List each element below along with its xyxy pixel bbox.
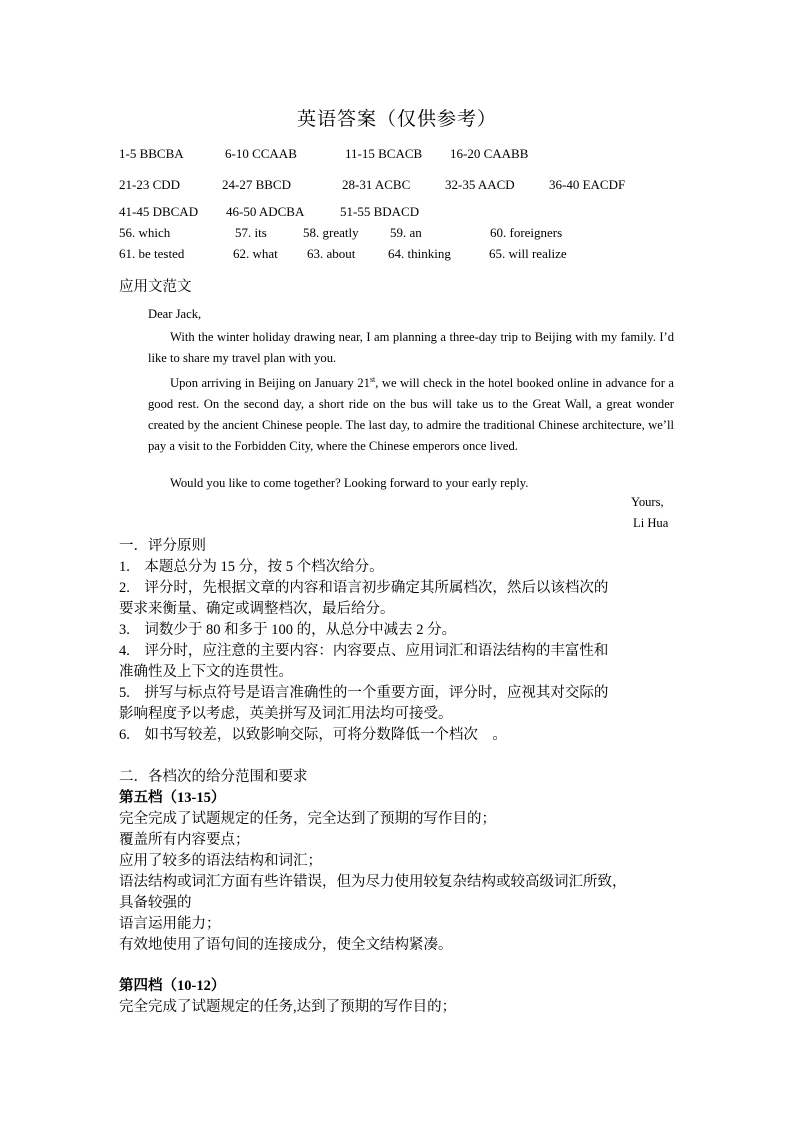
principles-heading: 一．评分原则 — [119, 538, 206, 554]
level-5-line: 具备较强的 — [119, 895, 192, 911]
principle-line: 1. 本题总分为 15 分，按 5 个档次给分。 — [119, 559, 384, 575]
answer-64: 64. thinking — [388, 246, 451, 261]
principle-line: 5. 拼写与标点符号是语言准确性的一个重要方面，评分时，应视其对交际的 — [119, 685, 609, 701]
level-4-line: 完全完成了试题规定的任务,达到了预期的写作目的； — [119, 999, 457, 1015]
answer-62: 62. what — [233, 246, 278, 261]
page-title: 英语答案（仅供参考） — [296, 109, 497, 130]
letter-closing: Yours, — [631, 495, 664, 509]
principle-line: 要求来衡量、确定或调整档次，最后给分。 — [119, 601, 395, 617]
answer-6-10: 6-10 CCAAB — [225, 146, 297, 161]
level-5-line: 完全完成了试题规定的任务，完全达到了预期的写作目的； — [119, 811, 496, 827]
level-5-line: 语言运用能力； — [119, 916, 221, 932]
answer-63: 63. about — [307, 246, 356, 261]
answer-32-35: 32-35 AACD — [445, 177, 515, 192]
letter-paragraph-1: With the winter holiday drawing near, I am planning a three-day trip to Beijing with my family. I’d like to share my travel plan with you. — [148, 330, 674, 365]
level-4-title: 第四档（10-12） — [119, 978, 226, 994]
answer-24-27: 24-27 BBCD — [222, 177, 291, 192]
answer-56: 56. which — [119, 225, 171, 240]
answer-46-50: 46-50 ADCBA — [226, 204, 305, 219]
answer-36-40: 36-40 EACDF — [549, 177, 626, 192]
levels-heading: 二．各档次的给分范围和要求 — [119, 769, 308, 785]
answer-21-23: 21-23 CDD — [119, 177, 181, 192]
answer-51-55: 51-55 BDACD — [340, 204, 420, 219]
principle-line: 6. 如书写较差，以致影响交际，可将分数降低一个档次 。 — [119, 727, 507, 743]
principle-line: 4. 评分时，应注意的主要内容：内容要点、应用词汇和语法结构的丰富性和 — [119, 643, 609, 659]
level-5-line: 应用了较多的语法结构和词汇； — [119, 853, 322, 869]
essay-heading: 应用文范文 — [119, 279, 192, 295]
answer-61: 61. be tested — [119, 246, 185, 261]
answer-57: 57. its — [235, 225, 267, 240]
principle-line: 2. 评分时，先根据文章的内容和语言初步确定其所属档次，然后以该档次的 — [119, 580, 609, 596]
level-5-title: 第五档（13-15） — [119, 790, 226, 806]
letter-greeting: Dear Jack, — [148, 307, 202, 321]
letter-paragraph-3: Would you like to come together? Looking forward to your early reply. — [170, 476, 529, 490]
principle-line: 影响程度予以考虑，英美拼写及词汇用法均可接受。 — [119, 706, 453, 722]
answer-28-31: 28-31 ACBC — [342, 177, 411, 192]
answer-58: 58. greatly — [303, 225, 359, 240]
answer-59: 59. an — [390, 225, 422, 240]
answer-65: 65. will realize — [489, 246, 567, 261]
level-5-line: 有效地使用了语句间的连接成分，使全文结构紧凑。 — [119, 937, 453, 953]
level-5-line: 覆盖所有内容要点； — [119, 832, 250, 848]
level-5-line: 语法结构或词汇方面有些许错误，但为尽力使用较复杂结构或较高级词汇所致， — [119, 874, 627, 890]
answer-1-5: 1-5 BBCBA — [119, 146, 184, 161]
principle-line: 3. 词数少于 80 和多于 100 的，从总分中减去 2 分。 — [119, 622, 457, 638]
answer-11-15: 11-15 BCACB — [345, 146, 423, 161]
letter-signature: Li Hua — [633, 516, 669, 530]
principle-line: 准确性及上下文的连贯性。 — [119, 664, 293, 680]
answer-41-45: 41-45 DBCAD — [119, 204, 199, 219]
answer-16-20: 16-20 CAABB — [450, 146, 529, 161]
letter-paragraph-2: Upon arriving in Beijing on January 21st, we will check in the hotel booked online in advance for a good rest. On the second day, a short ride on the bus will take us to the Great Wall, a great wonder created by the ancient Chinese people. The last day, to admire the traditional Chinese architecture, we’ll pay a visit to the Forbidden City, where the Chinese emperors once lived. — [148, 375, 674, 454]
answer-60: 60. foreigners — [490, 225, 563, 240]
